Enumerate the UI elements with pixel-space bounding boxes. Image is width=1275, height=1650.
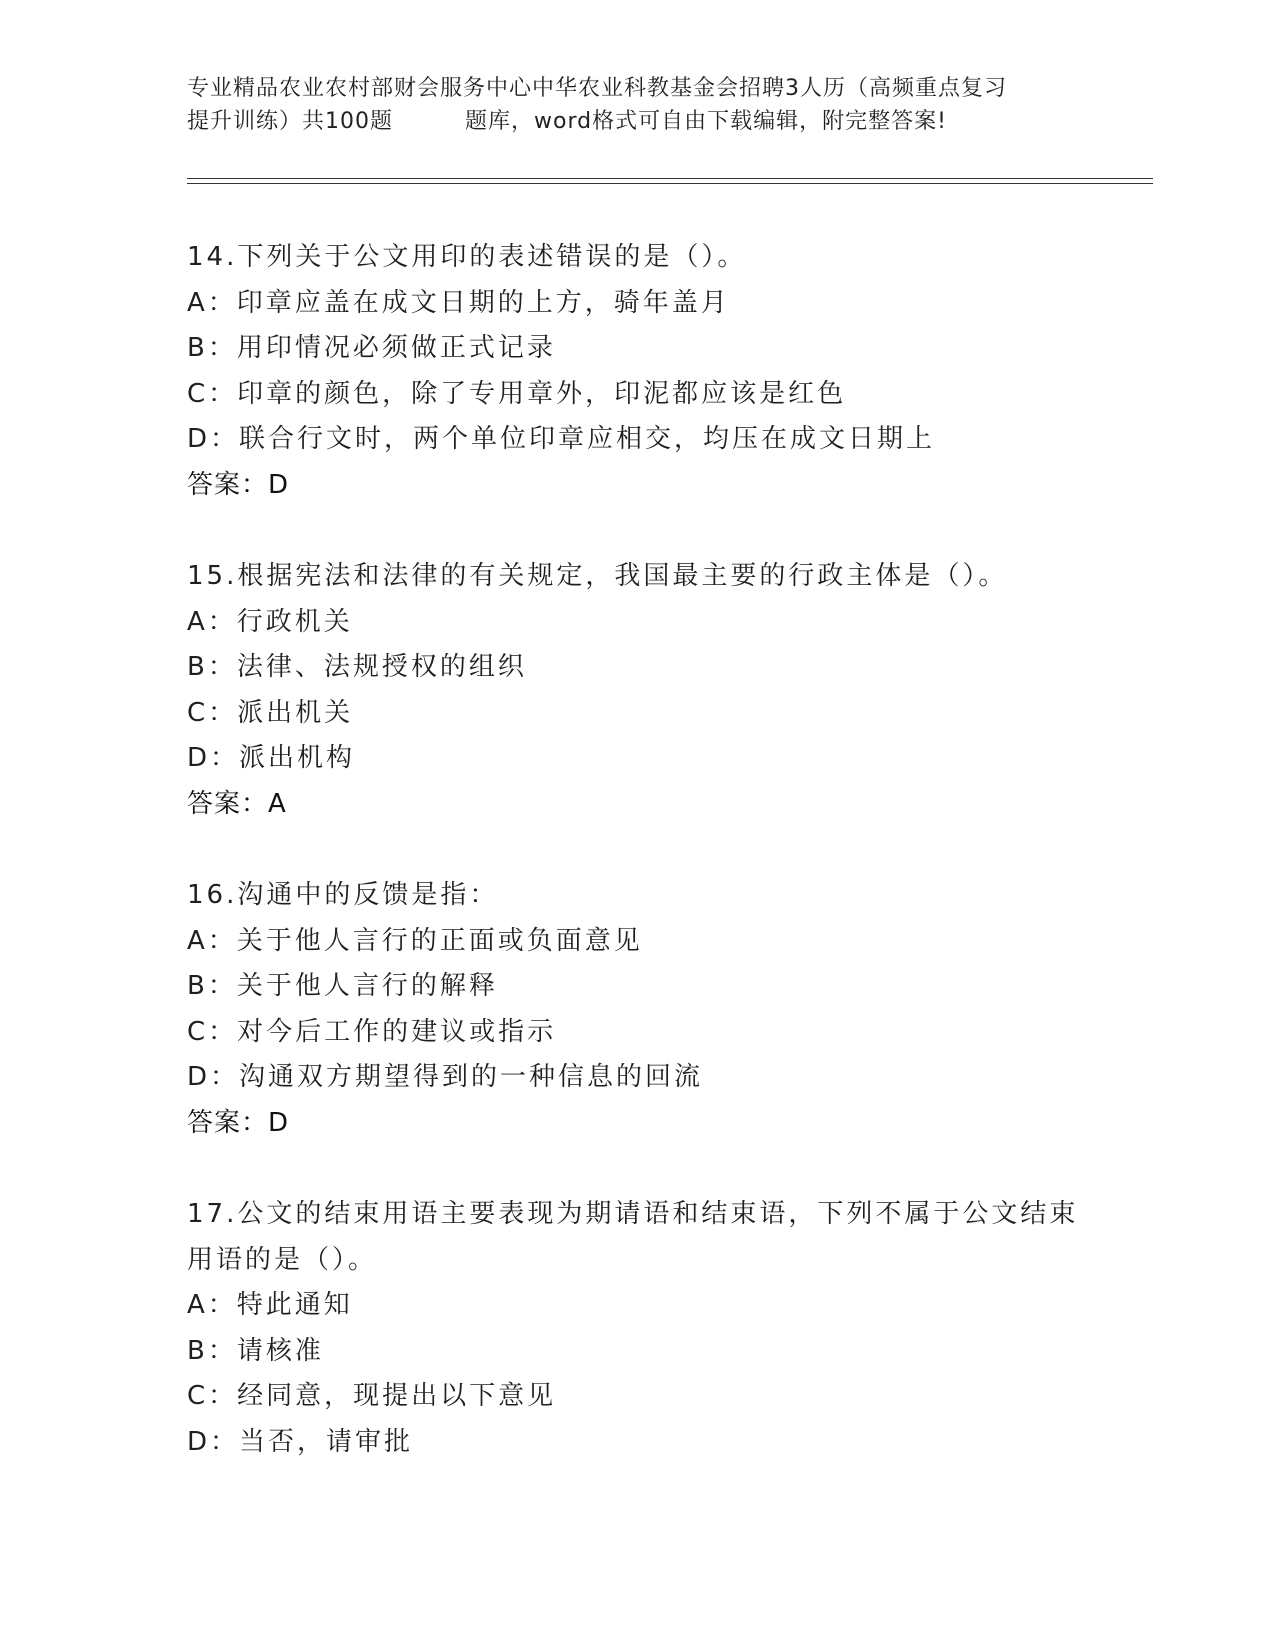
header-title-line-1: 专业精品农业农村部财会服务中心中华农业科教基金会招聘3人历（高频重点复习	[187, 76, 1007, 101]
option-d: D：当否，请审批	[187, 1426, 414, 1457]
header-divider-bottom	[187, 183, 1153, 184]
option-b: B：请核准	[187, 1335, 324, 1366]
option-c: C：印章的颜色，除了专用章外，印泥都应该是红色	[187, 378, 847, 409]
question-stem: 14.下列关于公文用印的表述错误的是（）。	[187, 242, 747, 272]
question-14	[187, 235, 1087, 508]
question-stem: 15.根据宪法和法律的有关规定，我国最主要的行政主体是（）。	[187, 561, 1008, 591]
option-d: D：沟通双方期望得到的一种信息的回流	[187, 1062, 704, 1092]
question-16	[187, 873, 1087, 1146]
question-17	[187, 1192, 1087, 1465]
option-b: B：用印情况必须做正式记录	[187, 333, 556, 363]
document-header	[187, 72, 1087, 138]
option-c: C：经同意，现提出以下意见	[187, 1381, 557, 1411]
option-a: A：特此通知	[187, 1290, 353, 1320]
option-c: C：对今后工作的建议或指示	[187, 1016, 557, 1047]
header-title-line-2	[187, 105, 1087, 138]
option-a: A：行政机关	[187, 606, 353, 637]
option-d: D：联合行文时，两个单位印章应相交，均压在成文日期上	[187, 424, 936, 454]
option-a: A：印章应盖在成文日期的上方，骑年盖月	[187, 287, 730, 318]
question-stem-line-2: 用语的是（）。	[187, 1244, 378, 1275]
answer-line: 答案：A	[187, 788, 287, 819]
question-stem-line-1: 17.公文的结束用语主要表现为期请语和结束语，下列不属于公文结束	[187, 1199, 1079, 1229]
question-15	[187, 554, 1087, 827]
header-title-right: 题库，word格式可自由下载编辑，附完整答案!	[465, 109, 947, 134]
answer-line: 答案：D	[187, 1107, 290, 1138]
header-divider-top	[187, 178, 1153, 179]
answer-line: 答案：D	[187, 469, 290, 500]
option-d: D：派出机构	[187, 743, 356, 773]
question-stem: 16.沟通中的反馈是指：	[187, 880, 499, 910]
option-b: B：法律、法规授权的组织	[187, 652, 527, 682]
option-a: A：关于他人言行的正面或负面意见	[187, 925, 643, 956]
option-b: B：关于他人言行的解释	[187, 971, 498, 1001]
option-c: C：派出机关	[187, 697, 354, 728]
header-title-left: 提升训练）共100题	[187, 109, 393, 134]
